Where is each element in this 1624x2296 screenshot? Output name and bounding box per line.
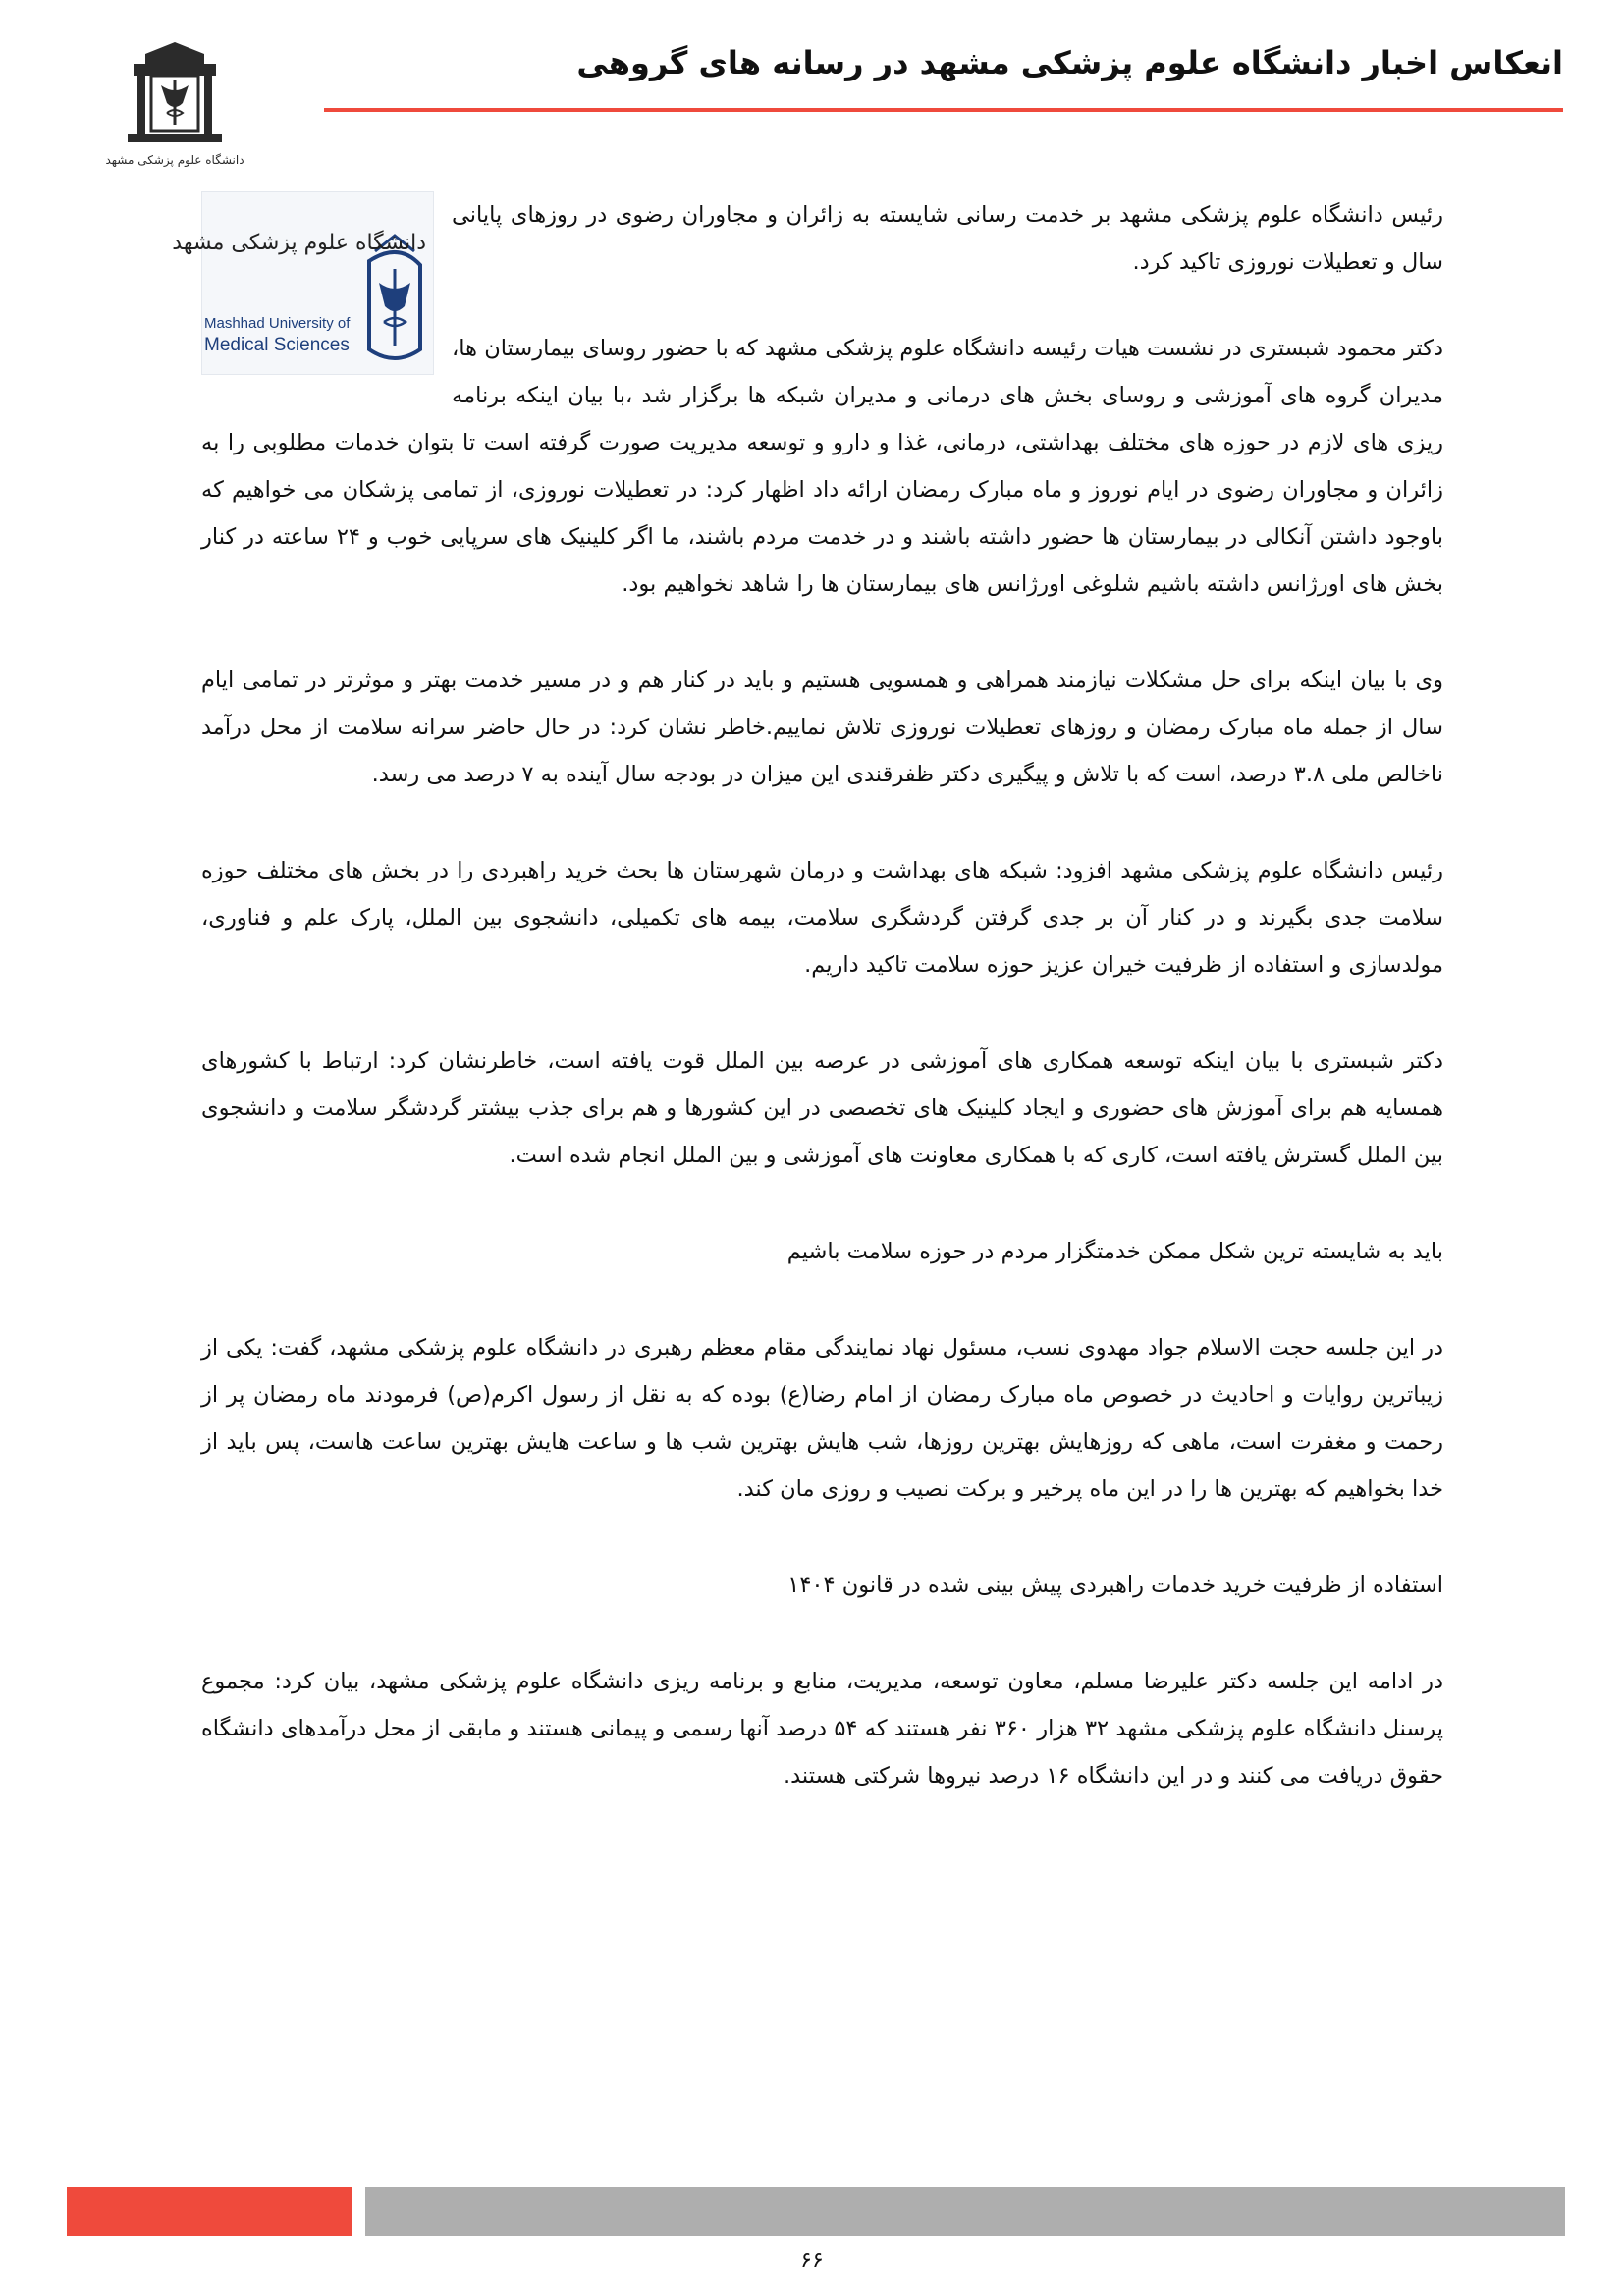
paragraph: در ادامه این جلسه دکتر علیرضا مسلم، معاون توسعه، مدیریت، منابع و برنامه ریزی دانشگاه علوم پزشکی مشهد، بیان کرد: مجموع پرسنل دانشگاه علوم پزشکی مشهد ۳۲ هزار ۳۶۰ نفر هستند که ۵۴ درصد آنها رسمی و پیمانی هستند و مابقی از محل درآمدهای دانشگاه حقوق دریافت می کنند و در این دانشگاه ۱۶ درصد نیروها شرکتی هستند.: [201, 1669, 1443, 1789]
subheading: باید به شایسته ترین شکل ممکن خدمتگزار مردم در حوزه سلامت باشیم: [786, 1239, 1443, 1264]
page-number: ۶۶: [800, 2248, 824, 2272]
image-english-line-2: Medical Sciences: [204, 335, 350, 355]
paragraph: دکتر محمود شبستری در نشست هیات رئیسه دانشگاه علوم پزشکی مشهد که با حضور روسای بیمارستان ها، مدیران گروه های آموزشی و روسای بخش های درمانی و مدیران شبکه ها برگزار شد ،با بیان اینکه برنامه ریزی های لازم در حوزه های مختلف بهداشتی، درمانی، غذا و دارو و توسعه مدیریت صورت گرفته است تا بتوان خدمات مطلوبی را به زائران و مجاوران رضوی در ایام نوروز و ماه مبارک رمضان ارائه داد اظهار کرد: در تعطیلات نوروزی، از تمامی پزشکان می خواهیم که باوجود داشتن آنکالی در بیمارستان ها حضور داشته باشند و در خدمت مردم باشند، ما اگر کلینیک های سرپایی خوب و ۲۴ ساعته در کنار بخش های اورژانس داشته باشیم شلوغی اورژانس های بیمارستان ها را شاهد نخواهیم بود.: [201, 336, 1443, 597]
paragraph: وی با بیان اینکه برای حل مشکلات نیازمند همراهی و همسویی هستیم و باید در کنار هم و در مسیر خدمت بهتر و موثرتر در تمامی ایام سال از جمله ماه مبارک رمضان و روزهای تعطیلات نوروزی تلاش نماییم.خاطر نشان کرد: در حال حاضر سرانه سلامت از محل درآمد ناخالص ملی ۳.۸ درصد، است که با تلاش و پیگیری دکتر ظفرقندی این میزان در بودجه سال آینده به ۷ درصد می رسد.: [201, 667, 1443, 787]
university-logo: [106, 34, 244, 172]
paragraph: رئیس دانشگاه علوم پزشکی مشهد افزود: شبکه های بهداشت و درمان شهرستان ها بحث خرید راهبردی را در بخش های مختلف حوزه سلامت جدی بگیرند و در کنار آن بر جدی گرفتن گردشگری سلامت، بیمه های تکمیلی، دانشجوی بین الملل، پارک علم و فناوری، مولدسازی و استفاده از ظرفیت خیران عزیز حوزه سلامت تاکید داریم.: [201, 858, 1443, 978]
paragraph: در این جلسه حجت الاسلام جواد مهدوی نسب، مسئول نهاد نمایندگی مقام معظم رهبری در دانشگاه علوم پزشکی مشهد، گفت: یکی از زیباترین روایات و احادیث در خصوص ماه مبارک رمضان از امام رضا(ع) بوده که به نقل از رسول اکرم(ص) فرمودند ماه رمضان پر از رحمت و مغفرت است، ماهی که روزهایش بهترین روزها، شب هایش بهترین شب ها و ساعت هایش بهترین ساعت هاست، پس باید از خدا بخواهیم که بهترین ها را در این ماه پرخیر و برکت نصیب و روزی مان کند.: [201, 1335, 1443, 1502]
footer-bar-red: [67, 2187, 352, 2236]
paragraph: دکتر شبستری با بیان اینکه توسعه همکاری های آموزشی در عرصه بین الملل قوت یافته است، خاطرنشان کرد: ارتباط با کشورهای همسایه هم برای آموزش های حضوری و ایجاد کلینیک های تخصصی در این کشورها و هم برای جذب بیشتر گردشگر سلامت و دانشجوی بین الملل گسترش یافته است، کاری که با همکاری معاونت های آموزشی و بین الملل انجام شده است.: [201, 1048, 1443, 1168]
logo-caption: دانشگاه علوم پزشکی مشهد: [105, 153, 244, 167]
subheading: استفاده از ظرفیت خرید خدمات راهبردی پیش بینی شده در قانون ۱۴۰۴: [787, 1573, 1443, 1598]
image-persian-text: دانشگاه علوم پزشکی مشهد: [172, 231, 426, 255]
paragraph-lead: رئیس دانشگاه علوم پزشکی مشهد بر خدمت رسانی شایسته به زائران و مجاوران رضوی در روزهای پایانی سال و تعطیلات نوروزی تاکید کرد.: [452, 202, 1443, 275]
page-header-title: انعکاس اخبار دانشگاه علوم پزشکی مشهد در رسانه های گروهی: [576, 44, 1563, 81]
footer-bar-gray: [365, 2187, 1565, 2236]
image-english-line-1: Mashhad University of: [204, 315, 351, 332]
header-divider: [324, 108, 1563, 112]
article-body: [172, 191, 1443, 1848]
article-image: [172, 191, 434, 375]
